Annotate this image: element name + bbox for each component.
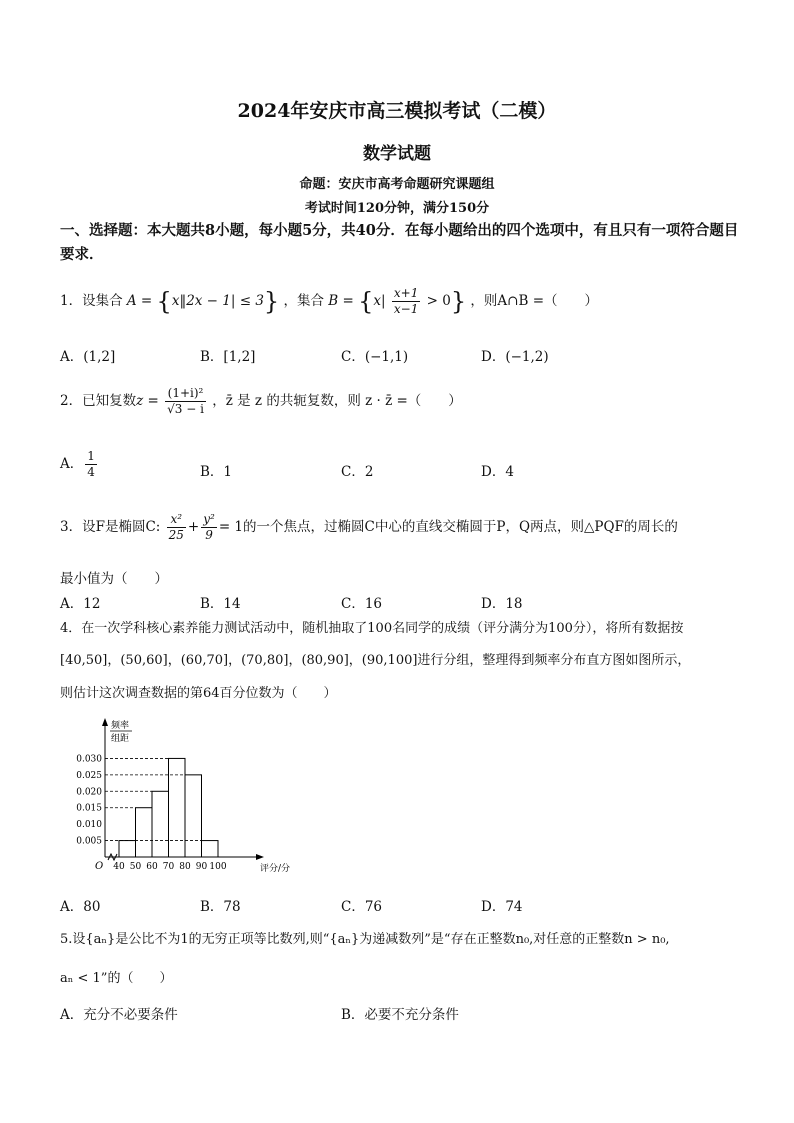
question-1: 1．设集合 A = {x‖2x − 1| ≤ 3} ，集合 B = {x| $\frac{x+1}{x-1}$ > 0} ，则A∩B =（ ） — [60, 286, 599, 316]
q4-option-c: C．76 — [341, 899, 383, 915]
y-tick-label: 0.030 — [76, 754, 102, 765]
x-tick-label: 50 — [129, 862, 142, 872]
question-4-line1: 4．在一次学科核心素养能力测试活动中，随机抽取了100名同学的成绩（评分满分为100分），将所有数据按 — [60, 621, 684, 636]
histogram-bar — [136, 808, 153, 857]
q1-set-a-symbol: A — [126, 293, 137, 309]
histogram-bar — [152, 791, 169, 857]
x-tick-label: 70 — [162, 862, 175, 872]
x-tick-label: 40 — [113, 862, 125, 872]
y-axis-arrow — [102, 718, 108, 726]
x-axis-arrow — [256, 854, 264, 860]
q1-option-d: D．(−1,2) — [481, 349, 549, 365]
q1-tail: ，则A∩B =（ ） — [470, 293, 599, 309]
histogram-bar — [202, 841, 219, 857]
question-4-line3: 则估计这次调查数据的第64百分位数为（ ） — [60, 686, 337, 701]
q1-option-a: A．(1,2] — [60, 349, 116, 365]
q3-option-c: C．16 — [341, 596, 383, 612]
q1-option-c: C．(−1,1) — [341, 349, 409, 365]
y-label-top: 频率 — [111, 721, 130, 731]
q4-option-b: B．78 — [200, 899, 241, 915]
histogram-bar — [119, 841, 136, 857]
q2-option-b: B．1 — [200, 464, 233, 480]
x-axis-label: 评分/分 — [260, 864, 290, 874]
y-tick-label: 0.020 — [76, 787, 102, 798]
question-2: 2．已知复数z = $\frac{\text{(1+i)²}}{√3 - i}$ ，z̄ 是 z 的共轭复数，则 z · z̄ =（ ） — [60, 386, 462, 416]
x-tick-label: 90 — [195, 862, 208, 872]
exam-title: 2024年安庆市高三模拟考试（二模） — [237, 100, 557, 122]
subject-title: 数学试题 — [363, 144, 431, 164]
histogram-bar — [185, 775, 202, 857]
q5-option-a: A．充分不必要条件 — [60, 1007, 178, 1023]
q1-set-b-x: x — [373, 293, 382, 309]
question-3-line2: 最小值为（ ） — [60, 571, 168, 587]
y-tick-label: 0.015 — [76, 803, 102, 814]
q5-option-b: B．必要不充分条件 — [341, 1007, 459, 1023]
histogram-chart — [60, 712, 290, 882]
q4-option-a: A．80 — [60, 899, 101, 915]
q1-prefix: 1．设集合 — [60, 293, 123, 309]
q3-option-a: A．12 — [60, 596, 101, 612]
y-label-bottom: 组距 — [111, 734, 130, 744]
q1-fraction: $\frac{x+1}{x-1}$ — [393, 286, 419, 316]
q2-option-a: A． $\frac{1}{4}$ — [60, 449, 95, 479]
q3-option-d: D．18 — [481, 596, 523, 612]
q2-fraction: $\frac{\text{(1+i)²}}{√3 - i}$ — [167, 386, 204, 416]
q2-option-d: D．4 — [481, 464, 514, 480]
q1-mid: ，集合 — [283, 293, 324, 309]
x-tick-label: 60 — [146, 862, 158, 872]
question-3: 3．设F是椭圆C: $\frac{\text{x²}}{25}$ + $\frac{\text{y²}}{9}$ = 1的一个焦点，过椭圆C中心的直线交椭圆于P，Q两点，则△PQF的周长的 — [60, 512, 678, 542]
section-heading: 一、选择题：本大题共8小题，每小题5分，共40分．在每小题给出的四个选项中，有且只有一项符合题目要求． — [60, 222, 739, 263]
q1-set-a-body: x‖2x − 1| ≤ 3 — [171, 293, 264, 309]
x-tick-label: 80 — [179, 862, 191, 872]
question-4-line2: [40,50]，(50,60]，(60,70]，(70,80]，(80,90]，(90,100]进行分组，整理得到频率分布直方图如图所示， — [60, 653, 691, 668]
q1-option-b: B．[1,2] — [200, 349, 256, 365]
q3-option-b: B．14 — [200, 596, 241, 612]
origin-label: O — [95, 861, 104, 872]
q2-option-c: C．2 — [341, 464, 374, 480]
author-line: 命题：安庆市高考命题研究课题组 — [299, 177, 495, 192]
q4-option-d: D．74 — [481, 899, 523, 915]
x-tick-label: 100 — [209, 862, 227, 872]
q1-set-b-symbol: B — [328, 293, 339, 309]
exam-info: 考试时间120分钟，满分150分 — [304, 201, 490, 216]
y-tick-label: 0.010 — [76, 820, 102, 831]
x-axis-break — [108, 854, 117, 860]
question-5-line2: aₙ < 1”的（ ） — [60, 971, 173, 986]
q1-set-b-tail: > 0 — [426, 293, 451, 309]
y-tick-label: 0.005 — [76, 836, 102, 847]
histogram-bar — [169, 758, 186, 857]
question-5-line1: 5.设{aₙ}是公比不为1的无穷正项等比数列,则“{aₙ}为递减数列”是“存在正整数n₀,对任意的正整数n > n₀, — [60, 932, 670, 947]
y-tick-label: 0.025 — [76, 770, 102, 781]
